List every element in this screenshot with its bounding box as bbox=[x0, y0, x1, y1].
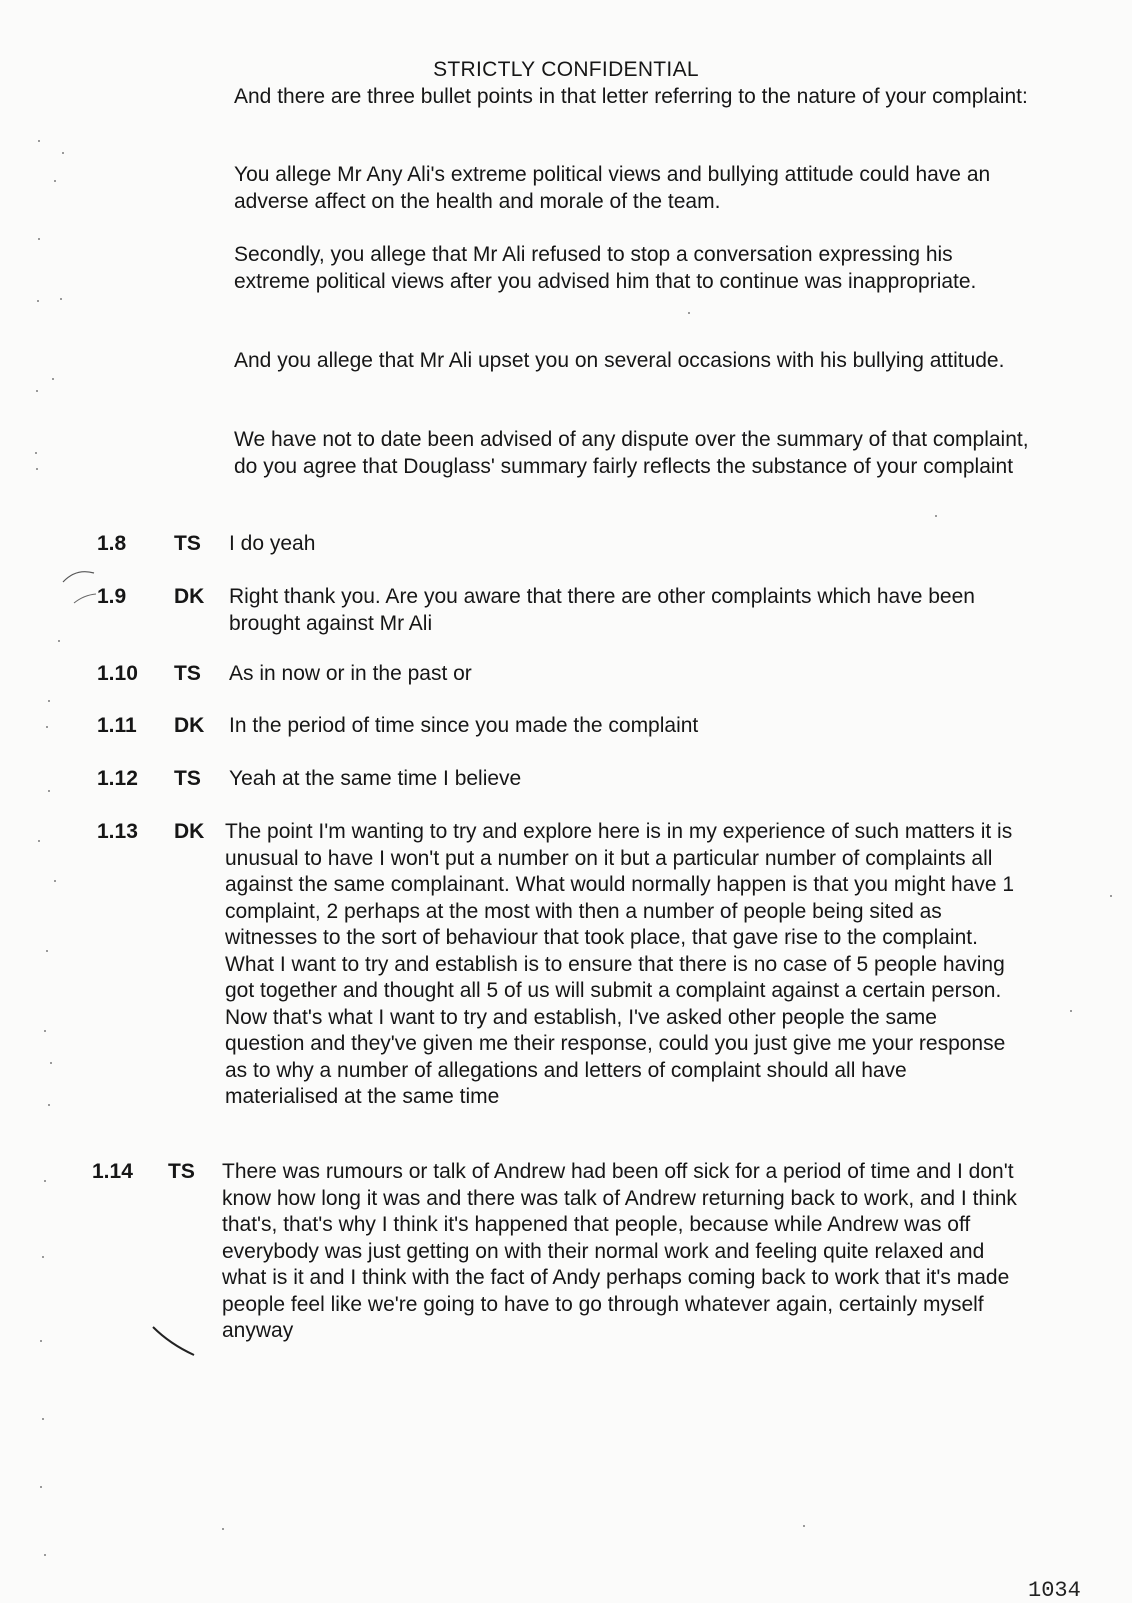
entry-speaker: TS bbox=[168, 1160, 195, 1183]
intro-paragraph: And there are three bullet points in that letter referring to the nature of your complaint: bbox=[234, 85, 1028, 108]
entry-number: 1.9 bbox=[97, 585, 127, 608]
entry-text: I do yeah bbox=[229, 532, 316, 555]
allegation-paragraph: You allege Mr Any Ali's extreme political views and bullying attitude could have an adverse affect on the health and morale of the team. bbox=[234, 163, 991, 213]
entry-text: In the period of time since you made the complaint bbox=[229, 714, 699, 737]
entry-speaker: TS bbox=[174, 662, 201, 685]
entry-text: The point I'm wanting to try and explore here is in my experience of such matters it is unusual to have I won't put a number on it but a particular number of complaints all against the same complainant. What would normally happen is that you might have 1 complaint, 2 perhaps at the most with then a number of people being sited as witnesses to the sort of behaviour that took place, that gave rise to the complaint. What I want to try and establish is to ensure that there is no case of 5 people having got together and thought all 5 of us will submit a complaint against a certain person. Now that's what I want to try and establish, I've asked other people the same question and they've given me their response, could you just give me your response as to why a number of allegations and letters of complaint should all have materialised at the same time bbox=[225, 820, 1015, 1108]
entry-number: 1.11 bbox=[97, 714, 137, 737]
entry-text: There was rumours or talk of Andrew had been off sick for a period of time and I don't know how long it was and there was talk of Andrew returning back to work, and I think that's, that's why I think it's happened that people, because while Andrew was off everybody was just getting on with their normal work and feeling quite relaxed and what is it and I think with the fact of Andy perhaps coming back to work that it's made people feel like we're going to have to go through whatever again, certainly myself anyway bbox=[222, 1160, 1017, 1342]
page-number: 1034 bbox=[1028, 1578, 1081, 1603]
document-header: STRICTLY CONFIDENTIAL bbox=[433, 58, 699, 81]
entry-speaker: DK bbox=[174, 820, 205, 843]
pen-stroke-mark-icon bbox=[72, 592, 98, 606]
entry-number: 1.13 bbox=[97, 820, 138, 843]
entry-text: Right thank you. Are you aware that there are other complaints which have been brought against Mr Ali bbox=[229, 585, 975, 635]
entry-number: 1.10 bbox=[97, 662, 138, 685]
entry-speaker: TS bbox=[174, 767, 201, 790]
pen-stroke-mark-icon bbox=[60, 564, 96, 586]
allegation-paragraph: Secondly, you allege that Mr Ali refused to stop a conversation expressing his extreme political views after you advised him that to continue was inappropriate. bbox=[234, 243, 977, 293]
allegation-paragraph: And you allege that Mr Ali upset you on several occasions with his bullying attitude. bbox=[234, 349, 1005, 372]
entry-speaker: DK bbox=[174, 585, 205, 608]
entry-speaker: DK bbox=[174, 714, 205, 737]
entry-number: 1.8 bbox=[97, 532, 127, 555]
entry-text: Yeah at the same time I believe bbox=[229, 767, 522, 790]
pen-tick-mark-icon bbox=[150, 1322, 200, 1362]
entry-number: 1.14 bbox=[92, 1160, 133, 1183]
question-paragraph: We have not to date been advised of any dispute over the summary of that complaint, do you agree that Douglass' summary fairly reflects the substance of your complaint bbox=[234, 428, 1029, 478]
entry-number: 1.12 bbox=[97, 767, 138, 790]
entry-speaker: TS bbox=[174, 532, 201, 555]
entry-text: As in now or in the past or bbox=[229, 662, 472, 685]
